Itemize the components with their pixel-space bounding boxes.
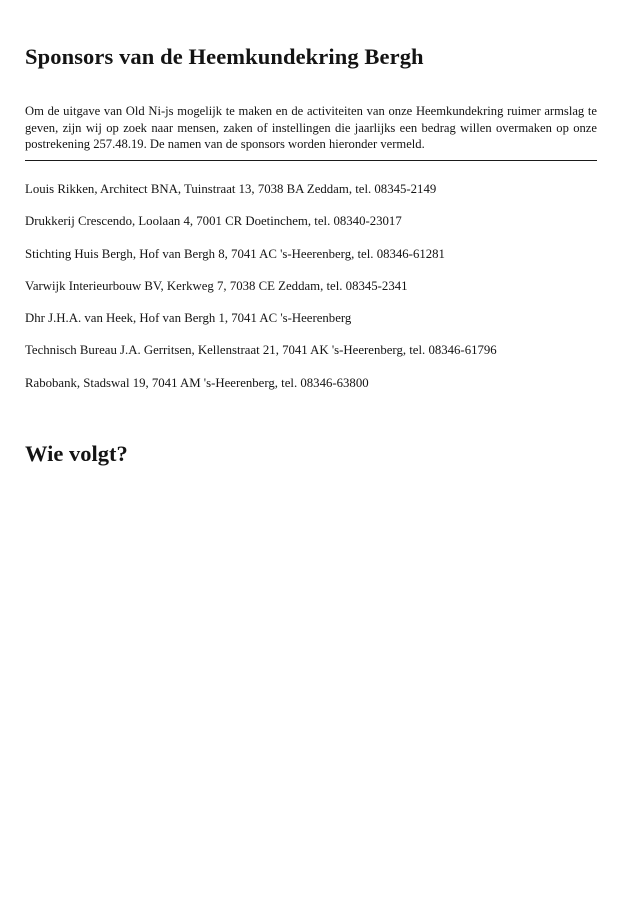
sponsor-entry: Rabobank, Stadswal 19, 7041 AM 's-Heerenberg, tel. 08346-63800	[25, 375, 369, 390]
sponsor-entry: Technisch Bureau J.A. Gerritsen, Kellenstraat 21, 7041 AK 's-Heerenberg, tel. 08346-61796	[25, 343, 497, 358]
sponsor-entry: Drukkerij Crescendo, Loolaan 4, 7001 CR Doetinchem, tel. 08340-23017	[25, 214, 402, 229]
sponsor-entry: Stichting Huis Bergh, Hof van Bergh 8, 7041 AC 's-Heerenberg, tel. 08346-61281	[25, 246, 445, 261]
sponsor-entry: Louis Rikken, Architect BNA, Tuinstraat 13, 7038 BA Zeddam, tel. 08345-2149	[25, 182, 437, 196]
intro-paragraph: Om de uitgave van Old Ni-js mogelijk te maken en de activiteiten van onze Heemkundekring ruimer armslag te geven, zijn wij op zoek naar mensen, zaken of instellingen die jaarlijks een bedrag willen overmaken op onze postrekening 257.48.19. De namen van de sponsors worden hieronder vermeld.	[25, 104, 597, 151]
closing-heading: Wie volgt?	[25, 441, 128, 466]
divider-rule	[25, 160, 597, 161]
sponsor-entry: Dhr J.H.A. van Heek, Hof van Bergh 1, 7041 AC 's-Heerenberg	[25, 311, 352, 326]
page-title: Sponsors van de Heemkundekring Bergh	[25, 44, 424, 69]
sponsor-entry: Varwijk Interieurbouw BV, Kerkweg 7, 7038 CE Zeddam, tel. 08345-2341	[25, 278, 408, 293]
sponsor-list	[25, 181, 497, 407]
